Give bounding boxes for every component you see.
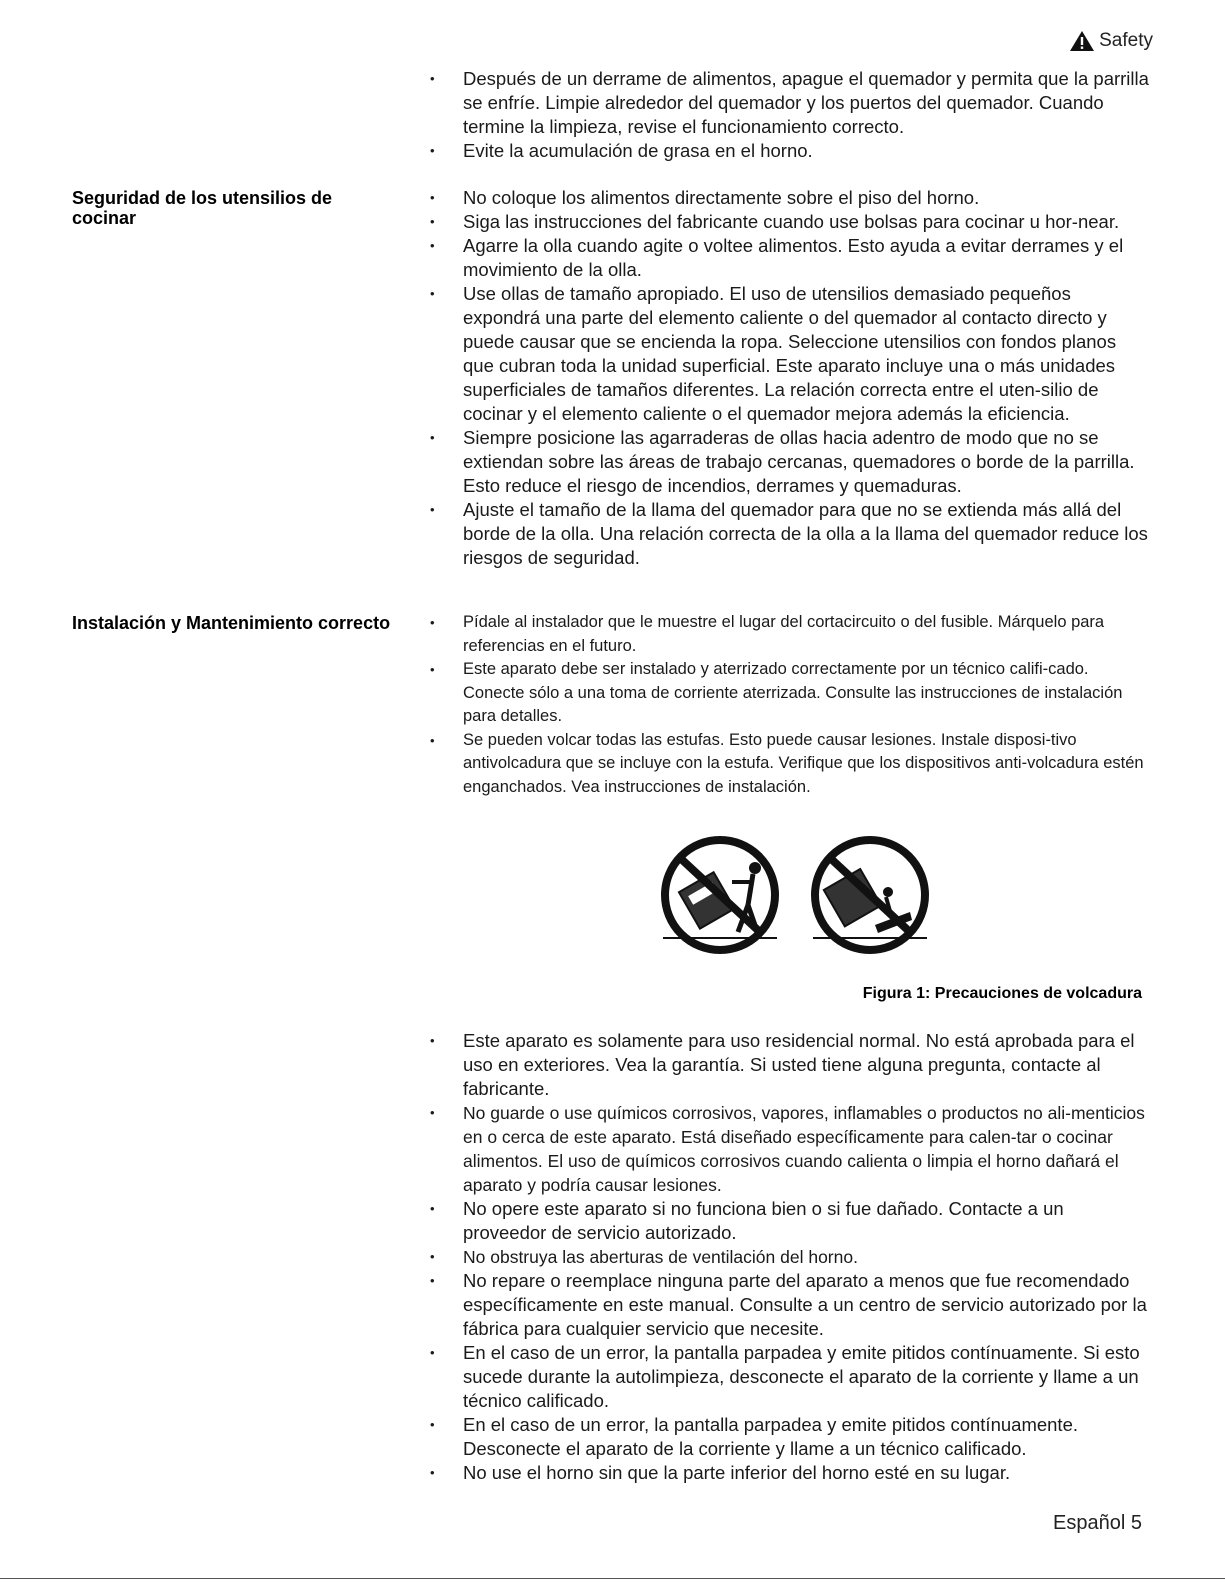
list-item: • Pídale al instalador que le muestre el lugar del cortacircuito o del fusible. Márquelo para referencias en el futuro. [430, 611, 1150, 658]
header-label: Safety [1099, 30, 1153, 51]
list-item: • Ajuste el tamaño de la llama del quemador para que no se extienda más allá del borde de la olla. Una relación correcta de la olla a la llama del quemador reduce los riesgos de seguridad. [430, 498, 1150, 570]
warning-triangle-icon [1069, 30, 1095, 52]
page-header [1069, 30, 1153, 52]
list-item: • Use ollas de tamaño apropiado. El uso de utensilios demasiado pequeños expondrá una parte del elemento caliente o del quemador al contacto directo y puede causar que se encienda la ropa. Seleccione utensilios con fondos planos que cubran toda la unidad superficial. Este aparato incluye una o más unidades superficiales de tamaños diferentes. La relación correcta entre el uten-silio de cocinar y el elemento caliente o el quemador mejora además la eficiencia. [430, 282, 1150, 426]
installation-list [430, 611, 1150, 799]
list-item: • Después de un derrame de alimentos, apague el quemador y permita que la parrilla se enfríe. Limpie alrededor del quemador y los puertos del quemador. Cuando termine la limpieza, revise el funcionamiento correcto. [430, 67, 1150, 139]
list-item: • Este aparato es solamente para uso residencial normal. No está aprobada para el uso en exteriores. Vea la garantía. Si usted tiene alguna pregunta, contacte al fabricante. [430, 1029, 1150, 1101]
no-climbing-icon [663, 840, 777, 950]
list-item: • Agarre la olla cuando agite o voltee alimentos. Esto ayuda a evitar derrames y el movimiento de la olla. [430, 234, 1150, 282]
intro-list [430, 67, 1150, 163]
bottom-rule [0, 1578, 1225, 1579]
list-item: • No guarde o use químicos corrosivos, vapores, inflamables o productos no ali-menticios en o cerca de este aparato. Está diseñado específicamente para calen-tar o cocinar alimentos. El uso de químicos corrosivos cuando calienta o limpia el horno dañará el aparato y podría causar lesiones. [430, 1101, 1150, 1197]
section-title-installation: Instalación y Mantenimiento correcto [72, 613, 391, 633]
final-list [430, 1029, 1150, 1485]
list-item: • Se pueden volcar todas las estufas. Esto puede causar lesiones. Instale disposi-tivo antivolcadura que se incluye con la estufa. Verifique que los dispositivos anti-volcadura estén enganchados. Vea instrucciones de instalación. [430, 729, 1150, 800]
list-item: • Este aparato debe ser instalado y aterrizado correctamente por un técnico califi-cado. Conecte sólo a una toma de corriente aterrizada. Consulte las instrucciones de instalación para detalles. [430, 658, 1150, 729]
list-item: • En el caso de un error, la pantalla parpadea y emite pitidos contínuamente. Desconecte el aparato de la corriente y llame a un técnico calificado. [430, 1413, 1150, 1461]
figure-caption: Figura 1: Precauciones de volcadura [862, 985, 1142, 1002]
page-number: Español 5 [1053, 1512, 1142, 1534]
list-item: • No use el horno sin que la parte inferior del horno esté en su lugar. [430, 1461, 1150, 1485]
list-item: • En el caso de un error, la pantalla parpadea y emite pitidos contínuamente. Si esto sucede durante la autolimpieza, desconecte el aparato de la corriente y llame a un técnico calificado. [430, 1341, 1150, 1413]
list-item: • Evite la acumulación de grasa en el horno. [430, 139, 1150, 163]
list-item: • No opere este aparato si no funciona bien o si fue dañado. Contacte a un proveedor de servicio autorizado. [430, 1197, 1150, 1245]
list-item: • Siga las instrucciones del fabricante cuando use bolsas para cocinar u hor-near. [430, 210, 1150, 234]
tip-over-figure [660, 830, 930, 960]
list-item: • No repare o reemplace ninguna parte del aparato a menos que fue recomendado específicamente en este manual. Consulte a un centro de servicio autorizado por la fábrica para cualquier servicio que necesite. [430, 1269, 1150, 1341]
list-item: • No obstruya las aberturas de ventilación del horno. [430, 1245, 1150, 1269]
utensils-list [430, 186, 1150, 570]
list-item: • Siempre posicione las agarraderas de ollas hacia adentro de modo que no se extiendan sobre las áreas de trabajo cercanas, quemadores o borde de la parrilla. Esto reduce el riesgo de incendios, derrames y quemaduras. [430, 426, 1150, 498]
list-item: • No coloque los alimentos directamente sobre el piso del horno. [430, 186, 1150, 210]
no-door-sitting-icon [813, 840, 927, 950]
section-title-utensils: Seguridad de los utensilios de cocinar [72, 188, 333, 228]
